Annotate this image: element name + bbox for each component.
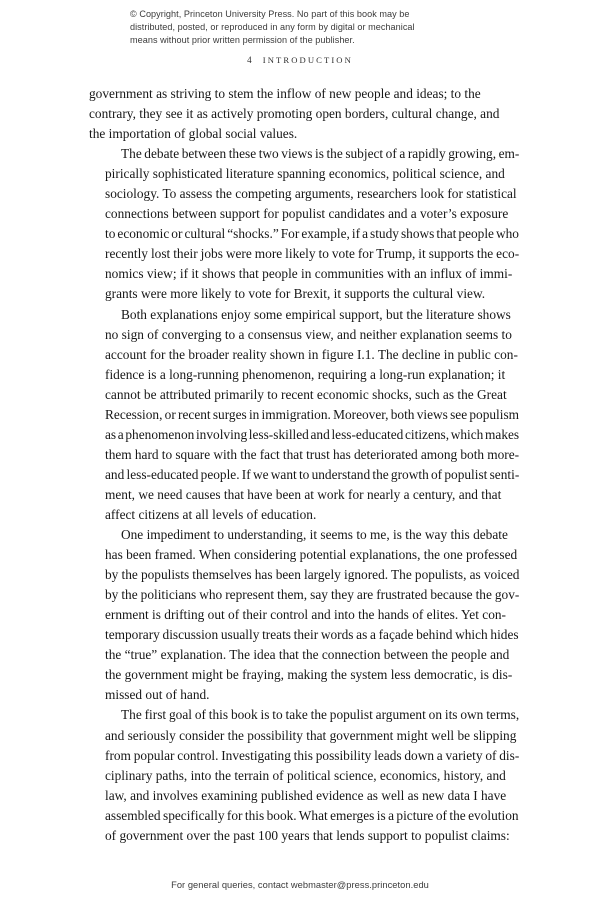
text-line: of government over the past 100 years that lends support to populist claims: [105,827,510,843]
text-line: Recession, or recent surges in immigration. Moreover, both views see populism [105,406,520,422]
text-line: to economic or cultural “shocks.” For example, if a study shows that people who [105,226,519,242]
paragraph [89,84,519,144]
paragraph [89,705,519,845]
chapter-title: INTRODUCTION [262,55,353,65]
text-line: has been framed. When considering potential explanations, the one professed [105,547,518,563]
copyright-line-3: means without prior written permission of the publisher. [130,35,355,46]
text-line: account for the broader reality shown in figure I.1. The decline in public con- [105,346,518,362]
text-line: no sign of converging to a consensus view, and neither explanation seems to [105,326,512,342]
paragraph [89,305,519,526]
text-line: fidence is a long-running phenomenon, requiring a long-run explanation; it [105,366,506,382]
text-line: affect citizens at all levels of education. [105,506,317,522]
text-line: The first goal of this book is to take the populist argument on its own terms, [121,707,520,723]
copyright-line-1: © Copyright, Princeton University Press. No part of this book may be [130,9,410,19]
text-line: Both explanations enjoy some empirical support, but the literature shows [121,306,511,322]
text-line: recently lost their jobs were more likely to vote for Trump, it supports the eco- [105,246,520,262]
text-line: sociology. To assess the competing arguments, researchers look for statistical [105,186,517,202]
text-line: government as striving to stem the inflow of new people and ideas; to the [89,86,481,101]
text-line: cannot be attributed primarily to recent economic shocks, such as the Great [105,386,507,402]
text-line: connections between support for populist candidates and a voter’s exposure [105,206,509,222]
text-line: the importation of global social values. [89,126,298,142]
text-line: law, and involves examining published evidence as well as new data I have [105,787,507,803]
text-line: and less-educated people. If we want to understand the growth of populist senti- [105,466,520,482]
paragraph [89,144,519,304]
footer-note: For general queries, contact webmaster@press.princeton.edu [171,880,429,890]
text-line: by the politicians who represent them, say they are frustrated because the gov- [105,587,520,603]
paragraph [89,525,519,705]
copyright-line-2: distributed, posted, or reproduced in any form by digital or mechanical [130,22,415,33]
text-line: as a phenomenon involving less-skilled and less-educated citizens, which makes [105,426,520,442]
text-line: temporary discussion usually treats their words as a façade behind which hides [105,627,519,643]
text-line: the government might be fraying, making the system less democratic, is dis- [105,667,513,683]
text-line: The debate between these two views is the subject of a rapidly growing, em- [121,146,520,162]
text-line: pirically sophisticated literature spanning economics, political science, and [105,166,505,182]
copyright-notice [130,8,475,48]
text-line: and seriously consider the possibility that government might well be slipping [105,727,517,743]
text-line: ernment is drifting out of their control and into the hands of elites. Yet con- [105,607,506,623]
text-line: contrary, they see it as actively promoting open borders, cultural change, and [89,106,500,122]
running-head [0,55,600,65]
text-line: ment, we need causes that have been at work for nearly a century, and that [105,486,502,502]
text-line: One impediment to understanding, it seems to me, is the way this debate [121,527,508,543]
page-number: 4 [247,55,252,65]
text-line: assembled specifically for this book. What emerges is a picture of the evolution [105,807,519,823]
text-line: by the populists themselves has been largely ignored. The populists, as voiced [105,567,520,583]
body-text [89,84,519,846]
text-line: nomics view; if it shows that people in communities with an influx of immi- [105,266,513,282]
text-line: from popular control. Investigating this possibility leads down a variety of dis- [105,747,520,763]
text-line: grants were more likely to vote for Brexit, it supports the cultural view. [105,286,486,302]
text-line: missed out of hand. [105,687,210,703]
text-line: ciplinary paths, into the terrain of political science, economics, history, and [105,767,506,783]
text-line: them hard to square with the fact that trust has deteriorated among both more- [105,446,520,462]
text-line: the “true” explanation. The idea that the connection between the people and [105,647,510,663]
